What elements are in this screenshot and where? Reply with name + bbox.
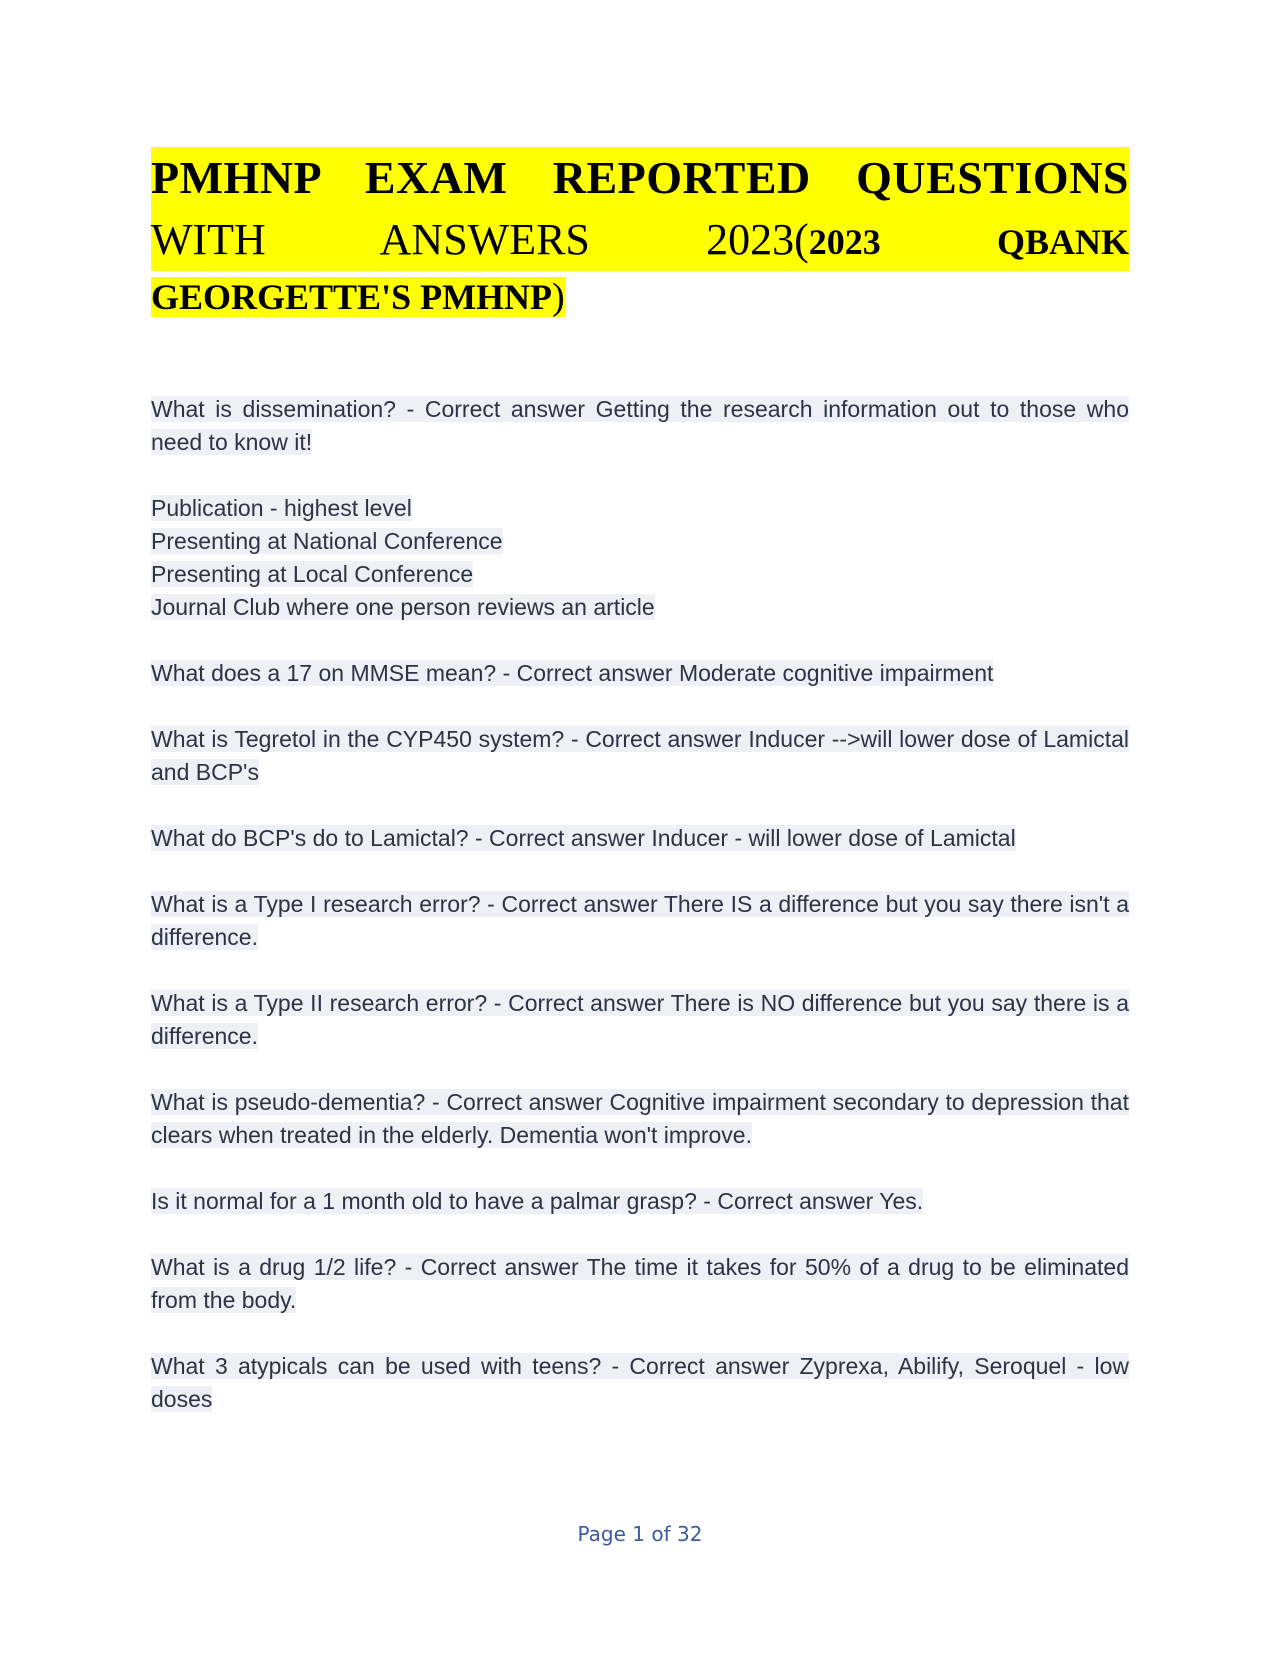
list-item	[151, 492, 1129, 525]
title-word: PMHNP	[151, 152, 320, 203]
qa-list	[151, 393, 1129, 1416]
title-word: QBANK	[996, 222, 1129, 262]
page-content	[151, 147, 1129, 1449]
list-item	[151, 525, 1129, 558]
list-item	[151, 558, 1129, 591]
qa-item	[151, 1350, 1129, 1416]
qa-text: What do BCP's do to Lamictal? - Correct answer Inducer - will lower dose of Lamictal	[151, 825, 1016, 851]
qa-text: What is Tegretol in the CYP450 system? - Correct answer Inducer -->will lower dose of Lamictal and BCP's	[151, 726, 1129, 785]
qa-text: What is a drug 1/2 life? - Correct answer The time it takes for 50% of a drug to be eliminated from the body.	[151, 1254, 1129, 1313]
title-word-with-paren	[706, 215, 881, 264]
title-line-3-highlight	[151, 277, 565, 317]
qa-text: What is pseudo-dementia? - Correct answer Cognitive impairment secondary to depression that clears when treated in the elderly. Dementia won't improve.	[151, 1089, 1129, 1148]
qa-item	[151, 888, 1129, 954]
page-footer	[0, 1522, 1280, 1546]
list-item-text: Presenting at Local Conference	[151, 561, 474, 587]
title-word: WITH	[151, 215, 266, 264]
qa-item	[151, 657, 1129, 690]
qa-text: Is it normal for a 1 month old to have a palmar grasp? - Correct answer Yes.	[151, 1188, 924, 1214]
title-word: QUESTIONS	[856, 152, 1130, 203]
qa-text: What is a Type II research error? - Correct answer There is NO difference but you say there is a difference.	[151, 990, 1129, 1049]
qa-item	[151, 1251, 1129, 1317]
page-number-label: Page 1 of 32	[577, 1522, 703, 1546]
qa-text: What 3 atypicals can be used with teens? - Correct answer Zyprexa, Abilify, Seroquel - low doses	[151, 1353, 1129, 1412]
list-item-text: Presenting at National Conference	[151, 528, 503, 554]
title-word: 2023(	[706, 215, 809, 264]
document-title	[151, 147, 1129, 323]
qa-item	[151, 393, 1129, 459]
title-word: REPORTED	[552, 152, 811, 203]
list-item-text: Publication - highest level	[151, 495, 412, 521]
title-line-2	[151, 209, 1129, 271]
title-word: 2023	[808, 222, 881, 262]
qa-item	[151, 987, 1129, 1053]
title-close-paren: )	[552, 276, 565, 318]
qa-text: What does a 17 on MMSE mean? - Correct answer Moderate cognitive impairment	[151, 660, 994, 686]
qa-text: What is a Type I research error? - Correct answer There IS a difference but you say there isn't a difference.	[151, 891, 1129, 950]
list-item	[151, 591, 1129, 624]
list-item-text: Journal Club where one person reviews an article	[151, 594, 655, 620]
qa-item	[151, 723, 1129, 789]
title-line-1	[151, 147, 1129, 209]
qa-text: What is dissemination? - Correct answer Getting the research information out to those who need to know it!	[151, 396, 1129, 455]
qa-item	[151, 1086, 1129, 1152]
title-word: EXAM	[364, 152, 508, 203]
qa-item	[151, 1185, 1129, 1218]
qa-item	[151, 822, 1129, 855]
title-line-3	[151, 271, 1129, 323]
dissemination-levels-list	[151, 492, 1129, 624]
title-word: ANSWERS	[379, 215, 590, 264]
title-subtitle: GEORGETTE'S PMHNP	[151, 277, 553, 317]
